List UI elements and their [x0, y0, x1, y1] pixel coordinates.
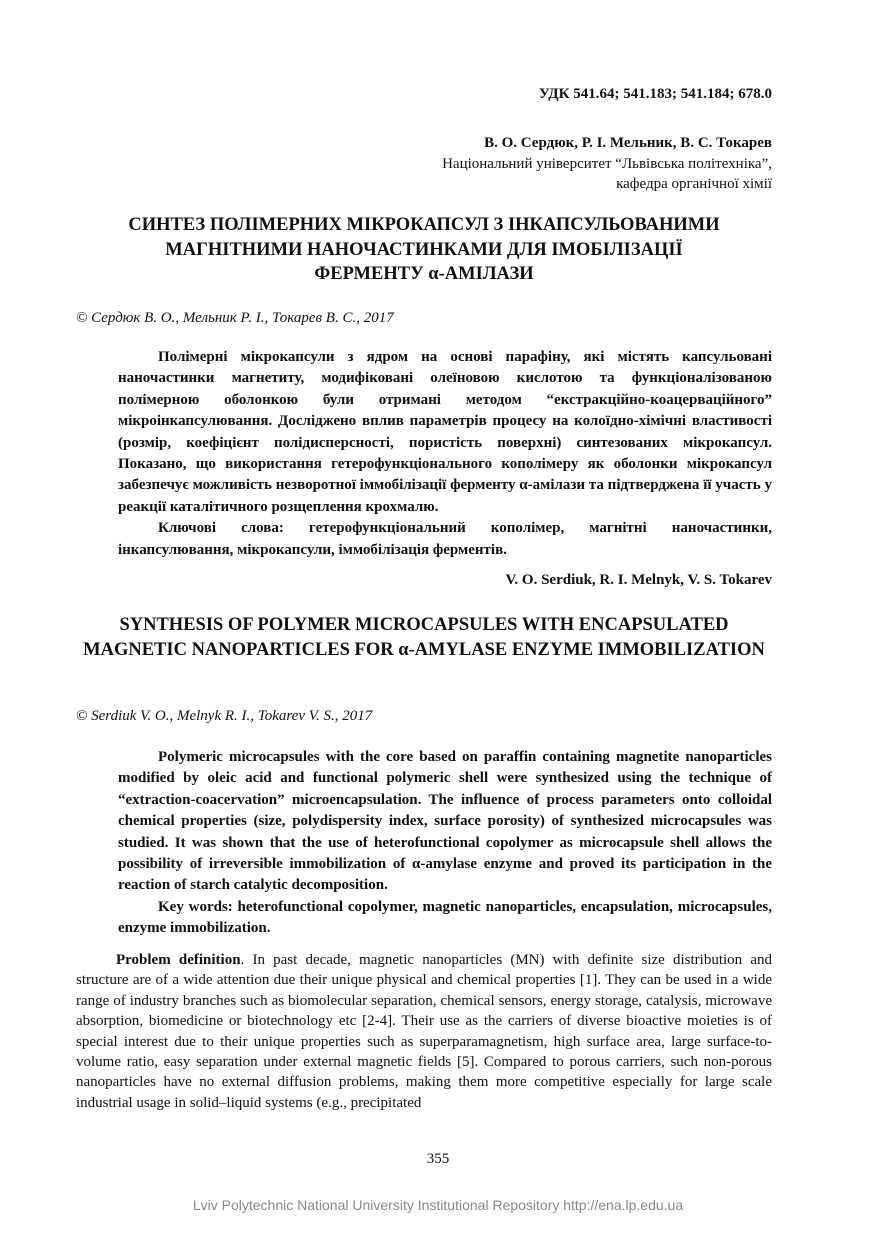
ua-authors-block — [442, 133, 772, 195]
ua-copyright: © Сердюк В. О., Мельник Р. І., Токарев В. С., 2017 — [76, 310, 394, 326]
en-copyright: © Serdiuk V. O., Melnyk R. I., Tokarev V. S., 2017 — [76, 708, 373, 724]
affiliation-line-1: Національний університет “Львівська політехніка”, — [442, 155, 772, 172]
en-keywords: Key words: heterofunctional copolymer, magnetic nanoparticles, encapsulation, microcapsules, enzyme immobilization. — [118, 898, 772, 937]
ua-authors: В. О. Сердюк, Р. І. Мельник, В. С. Токарев — [484, 135, 772, 151]
udc-code: УДК 541.64; 541.183; 541.184; 678.0 — [538, 86, 772, 102]
ua-abstract — [118, 347, 772, 561]
en-authors: V. O. Serdiuk, R. I. Melnyk, V. S. Tokarev — [505, 572, 772, 588]
en-abstract — [118, 747, 772, 940]
body-text — [76, 950, 772, 1113]
ua-title: СИНТЕЗ ПОЛІМЕРНИХ МІКРОКАПСУЛ З ІНКАПСУЛЬОВАНИМИ МАГНІТНИМИ НАНОЧАСТИНКАМИ ДЛЯ ІМОБІЛІЗАЦІЇ ФЕРМЕНТУ α-АМІЛАЗИ — [128, 215, 720, 284]
ua-keywords: Ключові слова: гетерофункціональний кополімер, магнітні наночастинки, інкапсулювання, мікрокапсули, іммобілізація ферментів. — [118, 520, 772, 558]
page-number: 355 — [426, 1151, 450, 1167]
repository-footer: Lviv Polytechnic National University Institutional Repository http://ena.lp.edu.ua — [192, 1197, 684, 1213]
body-paragraph: . In past decade, magnetic nanoparticles (MN) with definite size distribution and structure are of a wide attention due their unique physical and chemical properties [1]. They can be used in a wide range of industry branches such as biomolecular separation, chemical sensors, energy storage, catalysis, microwave absorption, biomedicine or biotechnology etc [2-4]. Their use as the carriers of diverse bioactive moieties is of special interest due to their unique properties such as superparamagnetism, high surface area, large surface-to-volume ratio, easy separation under external magnetic fields [5]. Compared to porous carriers, such non-porous nanoparticles have no external diffusion problems, making them more competitive especially for large scale industrial usage in solid–liquid systems (e.g., precipitated — [76, 952, 772, 1111]
section-heading: Problem definition — [116, 952, 241, 968]
ua-abstract-text: Полімерні мікрокапсули з ядром на основі парафіну, які містять капсульовані наночастинки магнетиту, модифіковані олеїновою кислотою та функціоналізованою полімерною оболонкою були отримані методом “екстракційно-коацерваційного” мікроінкапсулювання. Досліджено вплив параметрів процесу на колоїдно-хімічні властивості (розмір, коефіцієнт полідисперсності, пористість поверхні) синтезованих мікрокапсул. Показано, що використання гетерофункціонального кополімеру як оболонки мікрокапсул забезпечує можливість незворотної іммобілізації ферменту α-амілази та підтверджена її участь у реакції каталітичного розщеплення крохмалю. — [118, 349, 772, 515]
affiliation-line-2: кафедра органічної хімії — [616, 176, 772, 192]
en-title: SYNTHESIS OF POLYMER MICROCAPSULES WITH ENCAPSULATED MAGNETIC NANOPARTICLES FOR α-AMYLASE ENZYME IMMOBILIZATION — [83, 615, 765, 660]
en-abstract-text: Polymeric microcapsules with the core based on paraffin containing magnetite nanoparticles modified by oleic acid and functional polymeric shell were synthesized using the technique of “extraction-coacervation” microencapsulation. The influence of process parameters onto colloidal chemical properties (size, polydispersity index, surface porosity) of synthesized microcapsules was studied. It was shown that the use of heterofunctional copolymer as microcapsule shell allows the possibility of irreversible immobilization of α-amylase enzyme and proved its participation in the reaction of starch catalytic decomposition. — [118, 749, 772, 894]
